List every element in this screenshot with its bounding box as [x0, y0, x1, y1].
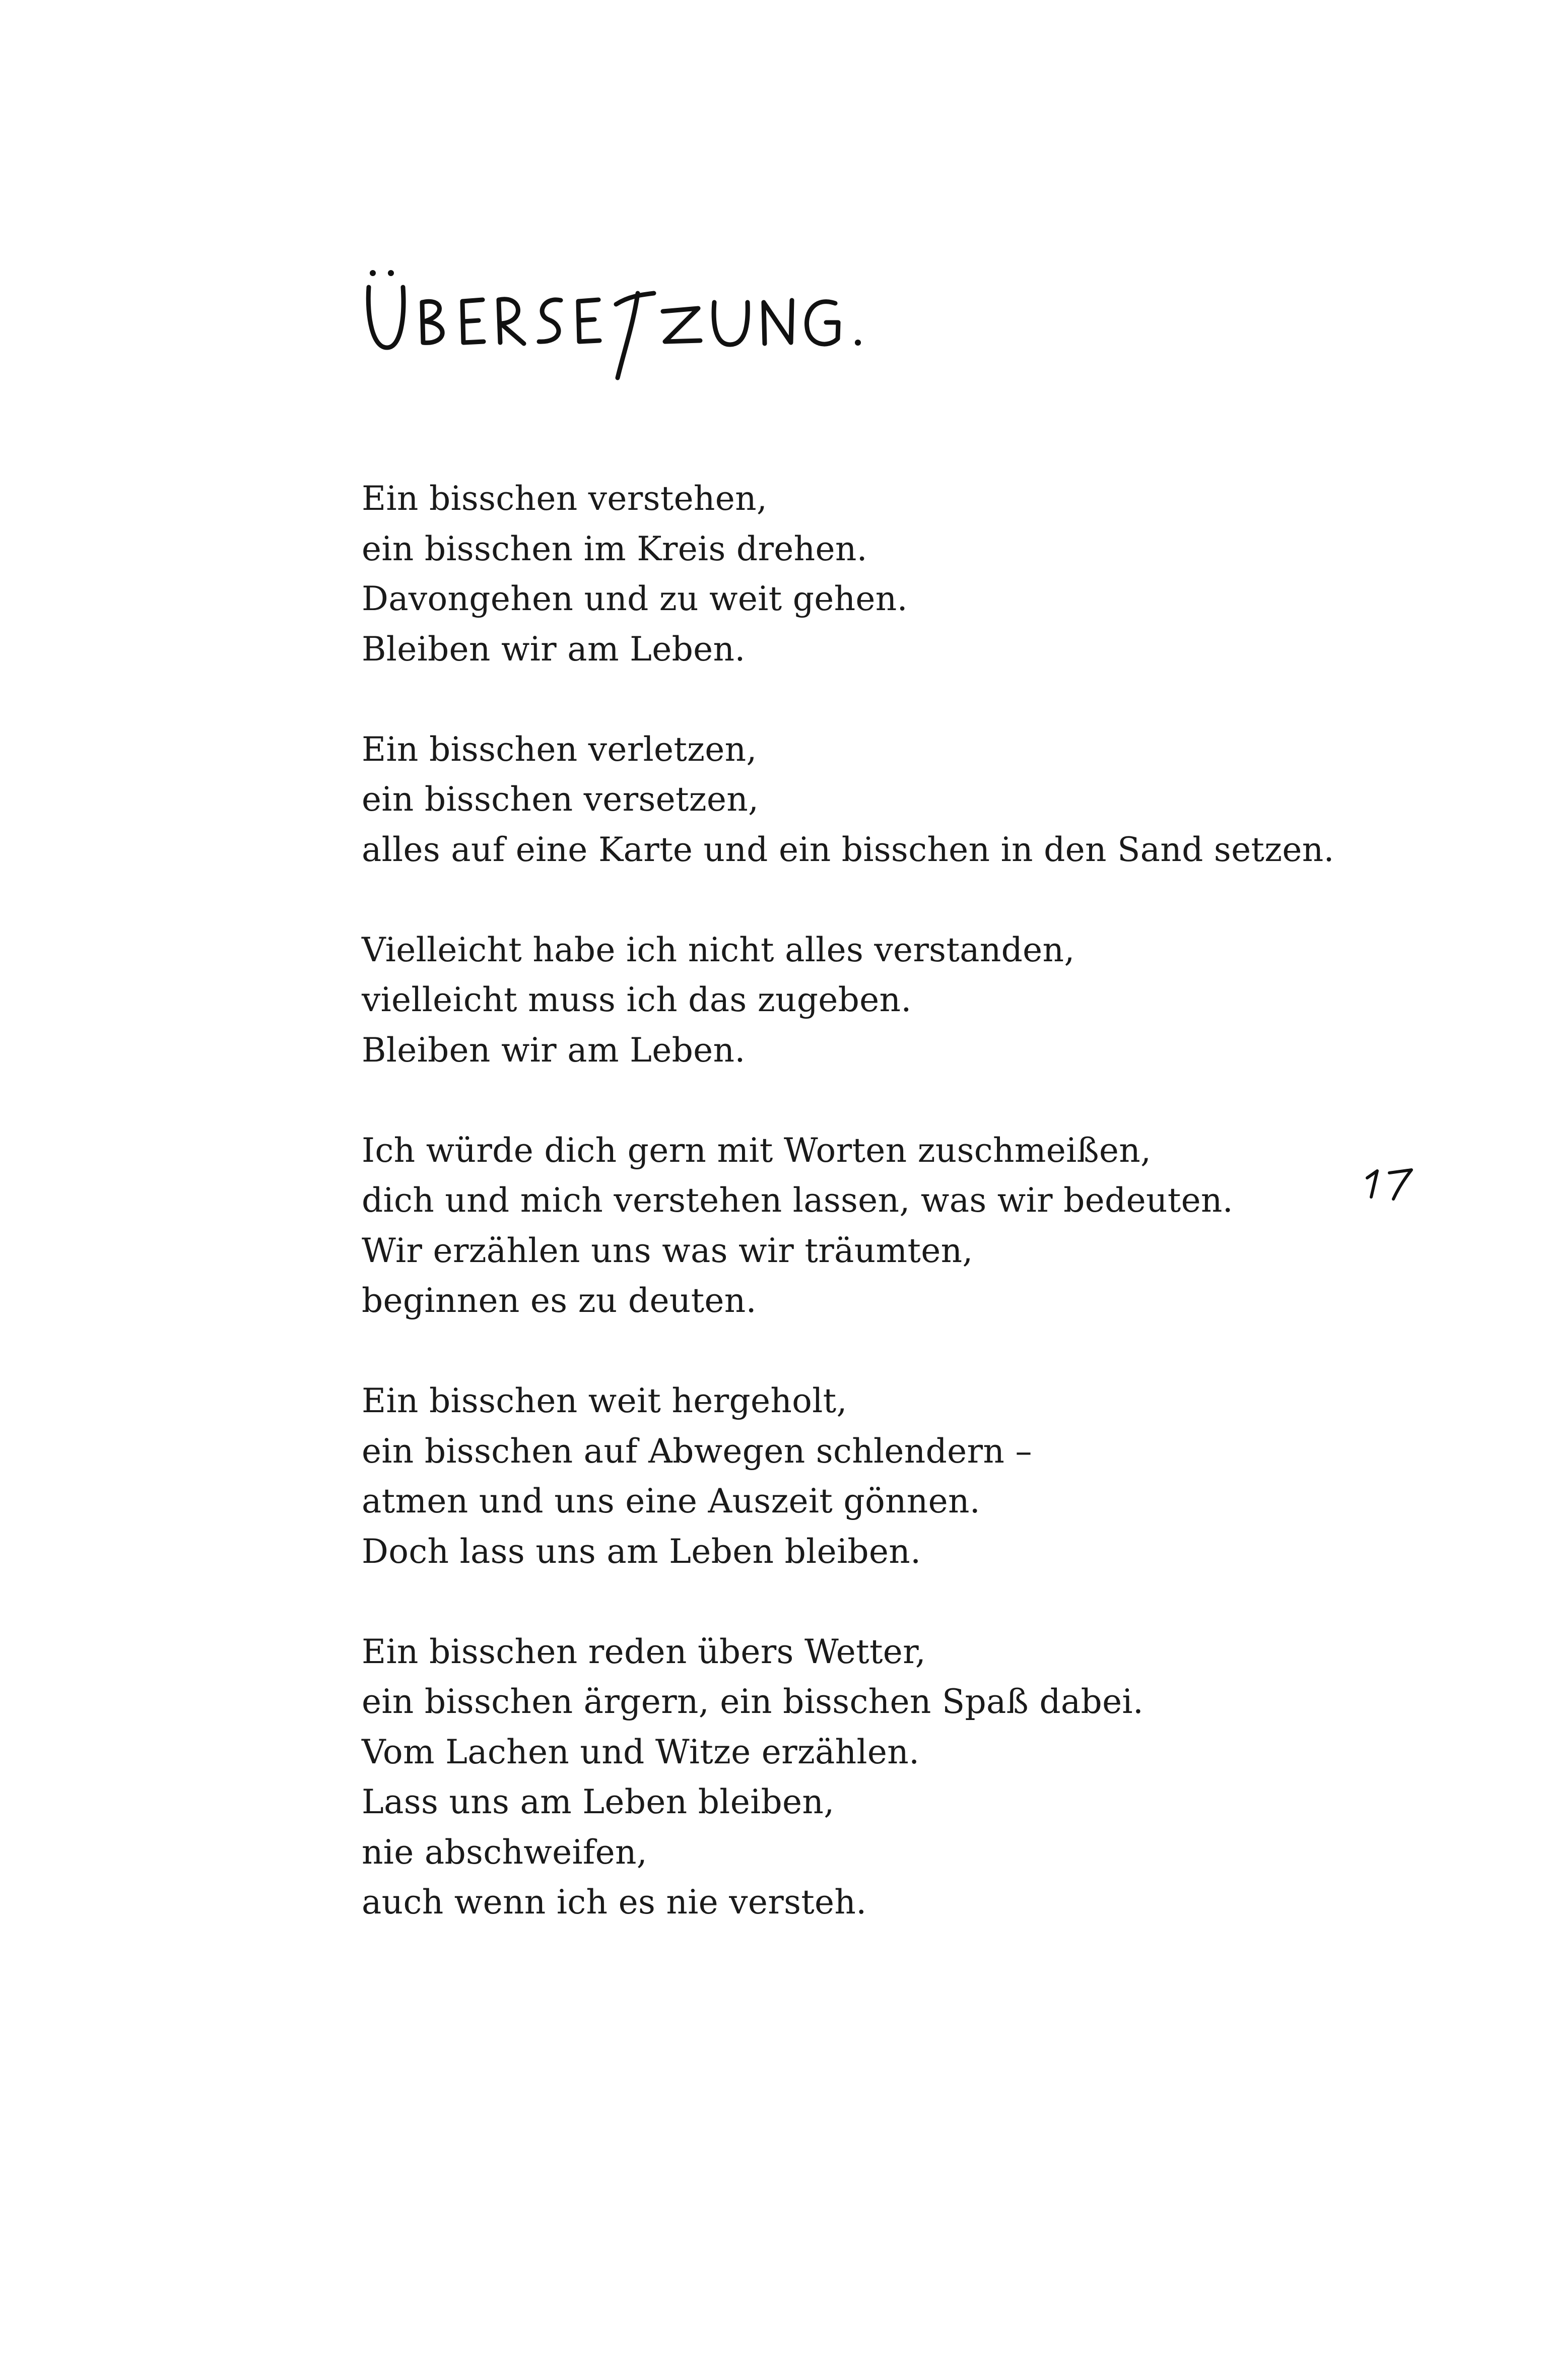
poem-line: Doch lass uns am Leben bleiben. [362, 1532, 921, 1571]
poem-line: Bleiben wir am Leben. [362, 629, 746, 669]
poem-line: Davongehen und zu weit gehen. [362, 579, 908, 618]
stanza-5 [362, 1376, 1369, 1576]
poem-line: nie abschweifen, [362, 1832, 648, 1872]
poem-line: Ein bisschen weit hergeholt, [362, 1381, 847, 1420]
handwritten-title [362, 252, 865, 383]
stanza-1 [362, 474, 1369, 674]
poem-line: alles auf eine Karte und ein bisschen in den Sand setzen. [362, 830, 1334, 869]
poem-line: ein bisschen ärgern, ein bisschen Spaß dabei. [362, 1682, 1144, 1721]
stanza-2 [362, 724, 1369, 875]
poem-line: Ich würde dich gern mit Worten zuschmeißen, [362, 1131, 1152, 1170]
poem-line: vielleicht muss ich das zugeben. [362, 980, 912, 1019]
poem-line: ein bisschen im Kreis drehen. [362, 529, 867, 568]
poem-line: Wir erzählen uns was wir träumten, [362, 1231, 973, 1270]
poem-line: dich und mich verstehen lassen, was wir bedeuten. [362, 1181, 1234, 1220]
poem-line: Ein bisschen reden übers Wetter, [362, 1632, 926, 1671]
poem-line: Lass uns am Leben bleiben, [362, 1782, 835, 1821]
stanza-6 [362, 1627, 1369, 1928]
poem-line: ein bisschen versetzen, [362, 780, 759, 819]
poem-line: atmen und uns eine Auszeit gönnen. [362, 1482, 981, 1520]
poem-line: beginnen es zu deuten. [362, 1281, 757, 1320]
stanza-3 [362, 925, 1369, 1076]
handwritten-page-number [1360, 1159, 1421, 1204]
poem-line: Ein bisschen verstehen, [362, 479, 768, 518]
poem-line: Vom Lachen und Witze erzählen. [362, 1732, 920, 1771]
poem-line: auch wenn ich es nie versteh. [362, 1883, 867, 1922]
poem-line: Ein bisschen verletzen, [362, 730, 757, 769]
stanza-4 [362, 1126, 1369, 1326]
poem-line: Bleiben wir am Leben. [362, 1030, 746, 1070]
poem-line: Vielleicht habe ich nicht alles verstanden, [362, 930, 1075, 969]
poem [362, 474, 1369, 1928]
poem-line: ein bisschen auf Abwegen schlendern – [362, 1431, 1032, 1471]
